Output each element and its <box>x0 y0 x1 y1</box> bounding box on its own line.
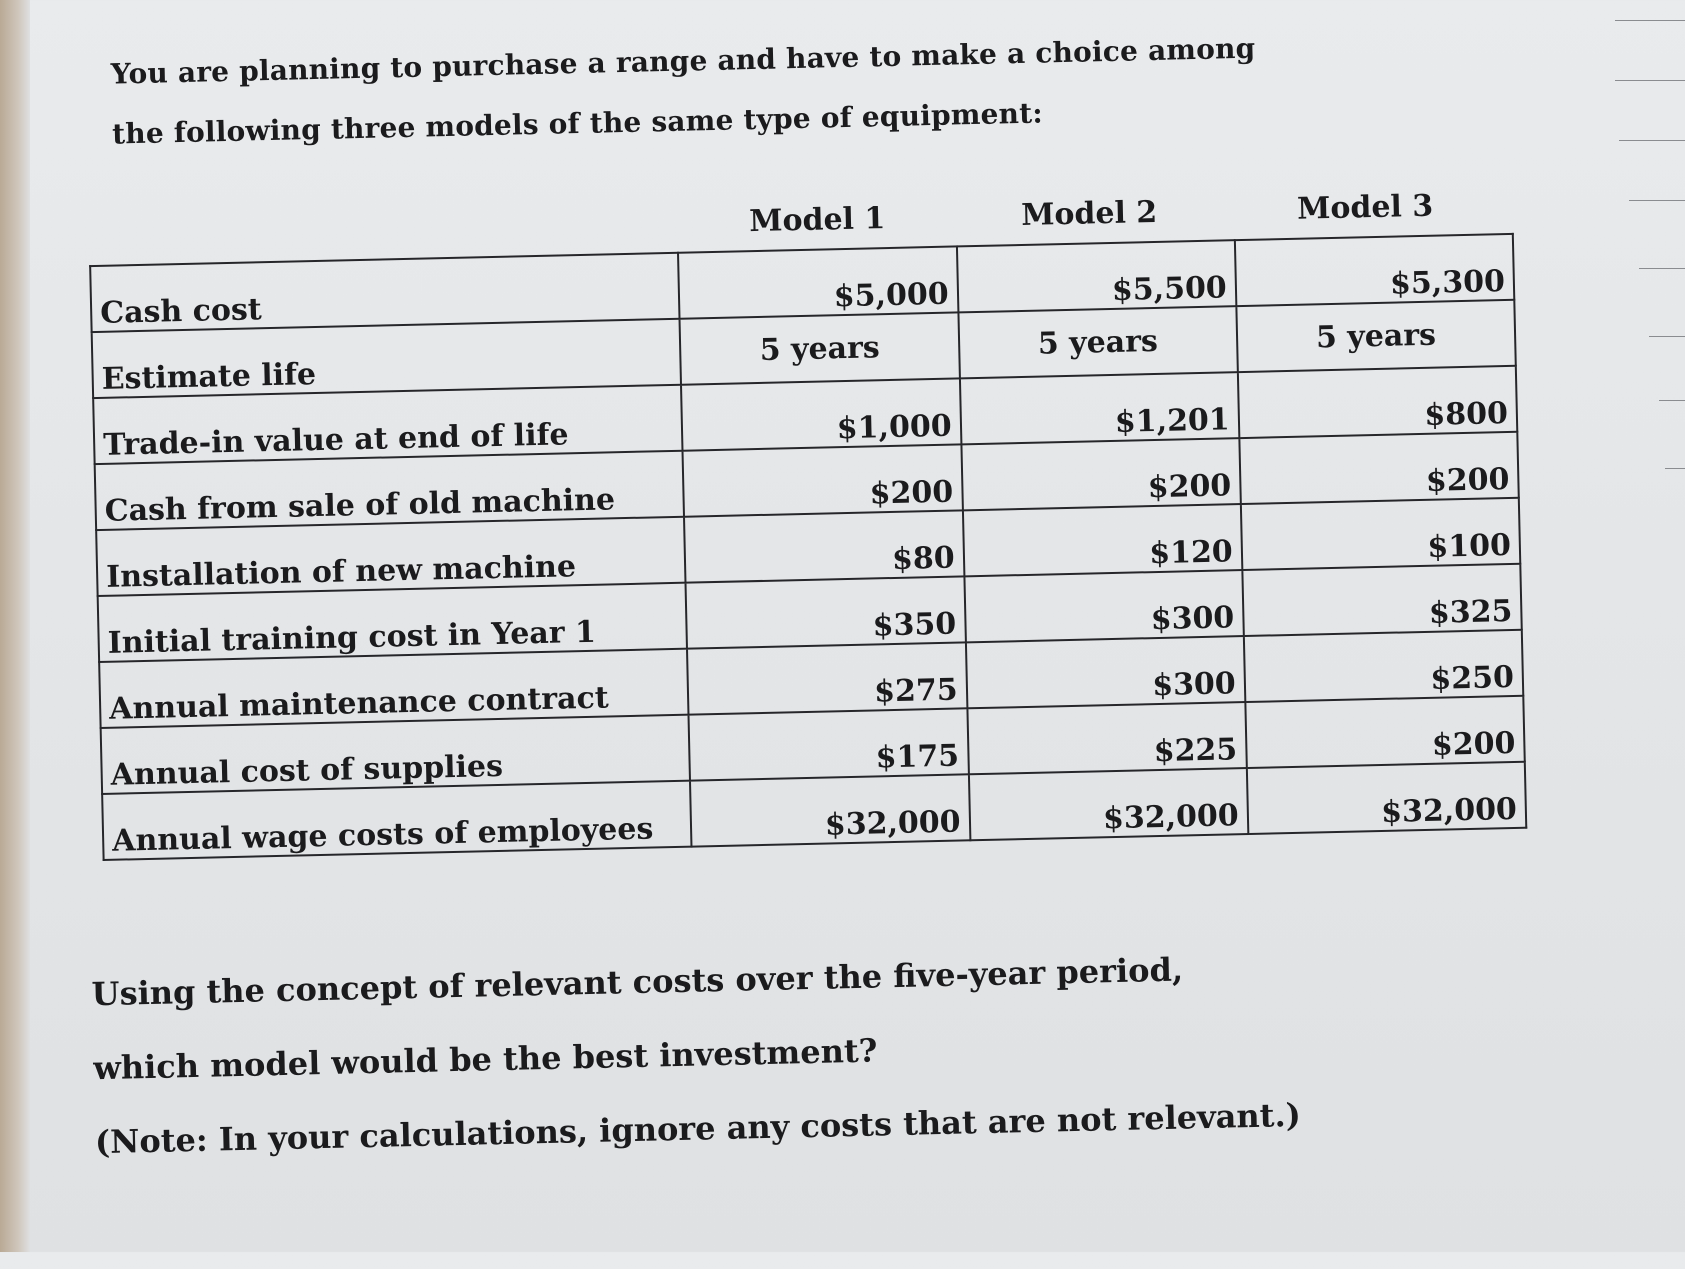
intro-line: You are planning to purchase a range and have to make a choice among <box>110 31 1256 91</box>
row-label: Annual maintenance contract <box>99 649 689 728</box>
model-2-value: $1,201 <box>960 372 1240 444</box>
model-1-value: $175 <box>689 708 969 780</box>
model-1-value: $1,000 <box>681 378 961 450</box>
model-3-value: $32,000 <box>1247 762 1527 834</box>
row-label: Estimate life <box>92 319 682 398</box>
row-label: Cash cost <box>90 253 680 332</box>
model-3-value: $800 <box>1238 366 1518 438</box>
question-line: Using the concept of relevant costs over the five-year period, <box>91 950 1184 1014</box>
model-1-value: 5 years <box>680 312 960 384</box>
model-2-value: $225 <box>967 702 1247 774</box>
question-line: which model would be the best investment? <box>92 1031 878 1088</box>
cost-comparison-table <box>89 233 1527 861</box>
model-1-value: $80 <box>684 510 964 582</box>
model-3-value: $250 <box>1244 630 1524 702</box>
model-1-value: $5,000 <box>678 246 958 318</box>
model-1-value: $32,000 <box>690 774 970 846</box>
model-2-value: $120 <box>963 504 1243 576</box>
intro-line: the following three models of the same type of equipment: <box>111 96 1044 151</box>
question-text <box>91 929 1346 1179</box>
row-label: Cash from sale of old machine <box>95 451 685 530</box>
row-label: Annual wage costs of employees <box>102 781 692 860</box>
model-2-value: $300 <box>964 570 1244 642</box>
row-label: Initial training cost in Year 1 <box>98 583 688 662</box>
question-note: (Note: In your calculations, ignore any costs that are not relevant.) <box>94 1095 1302 1162</box>
model-2-value: $5,500 <box>957 240 1237 312</box>
model-1-value: $350 <box>686 576 966 648</box>
model-1-value: $200 <box>683 444 963 516</box>
model-3-value: 5 years <box>1236 300 1516 372</box>
model-2-header: Model 2 <box>1020 194 1158 233</box>
model-3-value: $325 <box>1242 564 1522 636</box>
model-3-value: $200 <box>1245 696 1525 768</box>
model-2-value: 5 years <box>958 306 1238 378</box>
intro-text <box>110 19 1262 165</box>
model-3-value: $5,300 <box>1235 234 1515 306</box>
model-1-value: $275 <box>687 642 967 714</box>
model-1-header: Model 1 <box>748 201 886 240</box>
model-3-value: $100 <box>1241 498 1521 570</box>
model-3-value: $200 <box>1239 432 1519 504</box>
row-label: Installation of new machine <box>96 517 686 596</box>
model-2-value: $32,000 <box>969 768 1249 840</box>
model-2-value: $300 <box>966 636 1246 708</box>
model-2-value: $200 <box>961 438 1241 510</box>
model-3-header: Model 3 <box>1296 188 1434 227</box>
row-label: Annual cost of supplies <box>101 715 691 794</box>
row-label: Trade-in value at end of life <box>93 385 683 464</box>
